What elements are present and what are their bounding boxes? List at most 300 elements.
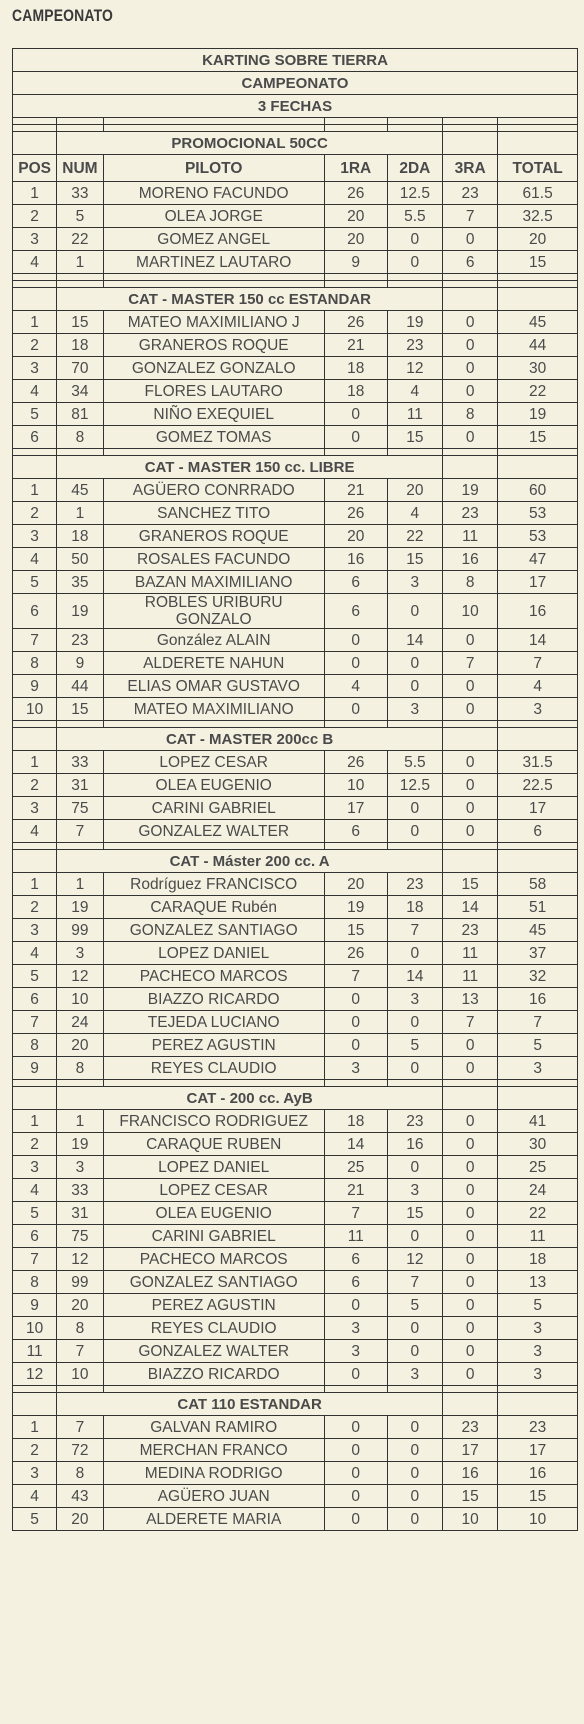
cell-2da: 23	[387, 334, 442, 357]
cell-piloto: REYES CLAUDIO	[103, 1057, 324, 1080]
cell-num: 34	[57, 380, 103, 403]
cell-3ra: 0	[443, 1317, 498, 1340]
cell-1ra: 0	[324, 426, 387, 449]
cell-1ra: 26	[324, 311, 387, 334]
spacer-row	[13, 1386, 578, 1393]
cell-1ra: 21	[324, 1179, 387, 1202]
cell-num: 7	[57, 1340, 103, 1363]
cell-1ra: 6	[324, 571, 387, 594]
cell-1ra: 7	[324, 965, 387, 988]
spacer-cell	[324, 843, 387, 850]
cell-piloto: ROBLES URIBURU GONZALO	[103, 594, 324, 629]
table-row	[13, 571, 578, 594]
table-row	[13, 774, 578, 797]
spacer-cell	[324, 125, 387, 132]
cell-num: 8	[57, 1057, 103, 1080]
cell-3ra: 8	[443, 571, 498, 594]
cell-1ra: 0	[324, 1485, 387, 1508]
cell-num: 1	[57, 502, 103, 525]
cell-pos: 4	[13, 380, 57, 403]
cell-2da: 20	[387, 479, 442, 502]
cell-3ra: 0	[443, 357, 498, 380]
category-spacer	[443, 132, 498, 155]
spacer-cell	[443, 449, 498, 456]
table-row	[13, 1110, 578, 1133]
cell-1ra: 0	[324, 1416, 387, 1439]
cell-pos: 4	[13, 548, 57, 571]
cell-total: 45	[498, 919, 578, 942]
cell-piloto: GONZALEZ SANTIAGO	[103, 919, 324, 942]
cell-pos: 6	[13, 594, 57, 629]
spacer-cell	[13, 1080, 57, 1087]
cell-3ra: 0	[443, 751, 498, 774]
cell-pos: 10	[13, 698, 57, 721]
cell-3ra: 17	[443, 1439, 498, 1462]
table-row	[13, 1340, 578, 1363]
spacer-cell	[57, 118, 103, 125]
cell-2da: 3	[387, 698, 442, 721]
cell-total: 17	[498, 1439, 578, 1462]
cell-num: 8	[57, 426, 103, 449]
spacer-cell	[324, 281, 387, 288]
cell-2da: 0	[387, 1340, 442, 1363]
cell-total: 11	[498, 1225, 578, 1248]
cell-piloto: OLEA EUGENIO	[103, 1202, 324, 1225]
category-spacer	[443, 850, 498, 873]
cell-piloto: ALDERETE MARIA	[103, 1508, 324, 1531]
cell-1ra: 20	[324, 873, 387, 896]
spacer-cell	[57, 449, 103, 456]
cell-2da: 0	[387, 675, 442, 698]
cell-num: 75	[57, 1225, 103, 1248]
category-spacer	[498, 728, 578, 751]
cell-total: 32	[498, 965, 578, 988]
cell-total: 47	[498, 548, 578, 571]
cell-3ra: 8	[443, 403, 498, 426]
cell-total: 53	[498, 502, 578, 525]
cell-1ra: 7	[324, 1202, 387, 1225]
spacer-cell	[387, 449, 442, 456]
cell-2da: 3	[387, 571, 442, 594]
spacer-cell	[103, 118, 324, 125]
table-row	[13, 228, 578, 251]
cell-2da: 23	[387, 1110, 442, 1133]
cell-1ra: 18	[324, 380, 387, 403]
cell-piloto: MARTINEZ LAUTARO	[103, 251, 324, 274]
cell-1ra: 0	[324, 1508, 387, 1531]
cell-1ra: 20	[324, 525, 387, 548]
cell-2da: 0	[387, 1011, 442, 1034]
cell-pos: 6	[13, 1225, 57, 1248]
cell-2da: 7	[387, 919, 442, 942]
table-row	[13, 652, 578, 675]
cell-1ra: 14	[324, 1133, 387, 1156]
table-row	[13, 942, 578, 965]
cell-piloto: GONZALEZ WALTER	[103, 1340, 324, 1363]
spacer-cell	[103, 843, 324, 850]
cell-1ra: 21	[324, 479, 387, 502]
table-row	[13, 1294, 578, 1317]
cell-total: 41	[498, 1110, 578, 1133]
cell-1ra: 9	[324, 251, 387, 274]
spacer-cell	[498, 281, 578, 288]
table-row	[13, 988, 578, 1011]
championship-table	[12, 48, 578, 1531]
cell-total: 5	[498, 1294, 578, 1317]
cell-num: 10	[57, 1363, 103, 1386]
category-title: CAT - Máster 200 cc. A	[57, 850, 443, 873]
cell-total: 53	[498, 525, 578, 548]
cell-total: 22.5	[498, 774, 578, 797]
category-row	[13, 850, 578, 873]
cell-piloto: ELIAS OMAR GUSTAVO	[103, 675, 324, 698]
cell-2da: 16	[387, 1133, 442, 1156]
cell-2da: 11	[387, 403, 442, 426]
spacer-cell	[324, 118, 387, 125]
category-row	[13, 288, 578, 311]
spacer-cell	[57, 125, 103, 132]
category-spacer	[13, 288, 57, 311]
cell-3ra: 11	[443, 942, 498, 965]
table-row	[13, 1508, 578, 1531]
cell-2da: 0	[387, 652, 442, 675]
cell-num: 20	[57, 1294, 103, 1317]
spacer-cell	[443, 125, 498, 132]
category-spacer	[443, 1087, 498, 1110]
cell-3ra: 0	[443, 380, 498, 403]
cell-1ra: 20	[324, 228, 387, 251]
cell-total: 3	[498, 698, 578, 721]
spacer-cell	[324, 449, 387, 456]
cell-1ra: 6	[324, 1271, 387, 1294]
cell-total: 3	[498, 1057, 578, 1080]
category-spacer	[443, 728, 498, 751]
spacer-cell	[387, 843, 442, 850]
cell-piloto: GOMEZ TOMAS	[103, 426, 324, 449]
cell-2da: 0	[387, 228, 442, 251]
cell-3ra: 0	[443, 675, 498, 698]
cell-total: 16	[498, 988, 578, 1011]
category-title: CAT - MASTER 150 cc. LIBRE	[57, 456, 443, 479]
cell-pos: 3	[13, 919, 57, 942]
cell-num: 19	[57, 896, 103, 919]
cell-pos: 1	[13, 311, 57, 334]
spacer-cell	[498, 1386, 578, 1393]
column-header-row	[13, 155, 578, 182]
cell-2da: 4	[387, 380, 442, 403]
cell-num: 12	[57, 1248, 103, 1271]
spacer-cell	[387, 1386, 442, 1393]
cell-total: 5	[498, 1034, 578, 1057]
cell-1ra: 6	[324, 820, 387, 843]
cell-1ra: 26	[324, 182, 387, 205]
category-spacer	[498, 456, 578, 479]
cell-num: 18	[57, 525, 103, 548]
cell-total: 61.5	[498, 182, 578, 205]
cell-3ra: 0	[443, 820, 498, 843]
cell-2da: 12	[387, 357, 442, 380]
banner-row	[13, 72, 578, 95]
cell-total: 23	[498, 1416, 578, 1439]
table-row	[13, 675, 578, 698]
cell-pos: 9	[13, 1057, 57, 1080]
cell-3ra: 14	[443, 896, 498, 919]
category-spacer	[13, 728, 57, 751]
cell-total: 32.5	[498, 205, 578, 228]
cell-piloto: ALDERETE NAHUN	[103, 652, 324, 675]
cell-2da: 0	[387, 251, 442, 274]
table-row	[13, 594, 578, 629]
cell-num: 33	[57, 1179, 103, 1202]
spacer-cell	[387, 125, 442, 132]
category-row	[13, 1087, 578, 1110]
cell-total: 16	[498, 1462, 578, 1485]
cell-1ra: 26	[324, 502, 387, 525]
category-spacer	[13, 456, 57, 479]
table-row	[13, 357, 578, 380]
cell-3ra: 0	[443, 1202, 498, 1225]
category-spacer	[443, 456, 498, 479]
cell-3ra: 0	[443, 1133, 498, 1156]
spacer-cell	[498, 118, 578, 125]
spacer-cell	[57, 274, 103, 281]
spacer-row	[13, 274, 578, 281]
cell-2da: 14	[387, 629, 442, 652]
cell-3ra: 0	[443, 797, 498, 820]
cell-1ra: 15	[324, 919, 387, 942]
cell-num: 22	[57, 228, 103, 251]
table-row	[13, 1034, 578, 1057]
table-row	[13, 873, 578, 896]
cell-3ra: 13	[443, 988, 498, 1011]
category-spacer	[498, 288, 578, 311]
cell-num: 31	[57, 774, 103, 797]
category-spacer	[13, 1393, 57, 1416]
cell-1ra: 16	[324, 548, 387, 571]
cell-2da: 3	[387, 1179, 442, 1202]
cell-1ra: 0	[324, 1034, 387, 1057]
cell-2da: 15	[387, 548, 442, 571]
cell-total: 45	[498, 311, 578, 334]
cell-num: 18	[57, 334, 103, 357]
category-row	[13, 132, 578, 155]
table-row	[13, 1485, 578, 1508]
cell-2da: 19	[387, 311, 442, 334]
cell-2da: 0	[387, 594, 442, 629]
cell-total: 13	[498, 1271, 578, 1294]
cell-total: 30	[498, 1133, 578, 1156]
spacer-cell	[13, 118, 57, 125]
cell-num: 3	[57, 1156, 103, 1179]
cell-num: 19	[57, 594, 103, 629]
cell-2da: 0	[387, 1156, 442, 1179]
table-row	[13, 1248, 578, 1271]
cell-1ra: 3	[324, 1057, 387, 1080]
table-row	[13, 797, 578, 820]
cell-total: 22	[498, 1202, 578, 1225]
cell-3ra: 0	[443, 1271, 498, 1294]
page-title: CAMPEONATO	[12, 6, 114, 25]
cell-pos: 10	[13, 1317, 57, 1340]
cell-total: 17	[498, 797, 578, 820]
cell-pos: 12	[13, 1363, 57, 1386]
cell-piloto: GONZALEZ WALTER	[103, 820, 324, 843]
cell-3ra: 0	[443, 1363, 498, 1386]
cell-pos: 3	[13, 357, 57, 380]
cell-1ra: 26	[324, 942, 387, 965]
cell-1ra: 0	[324, 629, 387, 652]
cell-piloto: LOPEZ DANIEL	[103, 942, 324, 965]
cell-pos: 3	[13, 228, 57, 251]
cell-total: 14	[498, 629, 578, 652]
table-row	[13, 525, 578, 548]
cell-3ra: 0	[443, 774, 498, 797]
header-3ra: 3RA	[443, 155, 498, 182]
cell-3ra: 0	[443, 629, 498, 652]
spacer-row	[13, 843, 578, 850]
cell-num: 7	[57, 820, 103, 843]
spacer-cell	[324, 721, 387, 728]
cell-num: 15	[57, 311, 103, 334]
cell-piloto: GRANEROS ROQUE	[103, 334, 324, 357]
cell-piloto: REYES CLAUDIO	[103, 1317, 324, 1340]
cell-3ra: 10	[443, 594, 498, 629]
cell-3ra: 0	[443, 1179, 498, 1202]
spacer-row	[13, 449, 578, 456]
spacer-cell	[443, 843, 498, 850]
cell-pos: 8	[13, 652, 57, 675]
cell-total: 22	[498, 380, 578, 403]
cell-num: 45	[57, 479, 103, 502]
banner-row	[13, 49, 578, 72]
cell-3ra: 0	[443, 311, 498, 334]
cell-pos: 5	[13, 571, 57, 594]
table-row	[13, 1057, 578, 1080]
cell-pos: 5	[13, 403, 57, 426]
cell-piloto: MEDINA RODRIGO	[103, 1462, 324, 1485]
table-row	[13, 820, 578, 843]
cell-pos: 7	[13, 1248, 57, 1271]
cell-total: 7	[498, 652, 578, 675]
category-spacer	[13, 132, 57, 155]
cell-1ra: 0	[324, 1462, 387, 1485]
cell-piloto: MATEO MAXIMILIANO J	[103, 311, 324, 334]
cell-pos: 1	[13, 1416, 57, 1439]
table-row	[13, 629, 578, 652]
cell-3ra: 7	[443, 205, 498, 228]
spacer-cell	[57, 721, 103, 728]
table-row	[13, 1133, 578, 1156]
cell-total: 3	[498, 1363, 578, 1386]
table-row	[13, 919, 578, 942]
spacer-cell	[103, 721, 324, 728]
cell-num: 81	[57, 403, 103, 426]
spacer-cell	[324, 1080, 387, 1087]
cell-total: 51	[498, 896, 578, 919]
cell-piloto: OLEA JORGE	[103, 205, 324, 228]
header-1ra: 1RA	[324, 155, 387, 182]
cell-pos: 2	[13, 896, 57, 919]
category-title: CAT - MASTER 150 cc ESTANDAR	[57, 288, 443, 311]
cell-pos: 9	[13, 675, 57, 698]
cell-pos: 1	[13, 873, 57, 896]
spacer-cell	[498, 721, 578, 728]
spacer-row	[13, 721, 578, 728]
cell-pos: 2	[13, 1133, 57, 1156]
cell-num: 23	[57, 629, 103, 652]
cell-piloto: LOPEZ DANIEL	[103, 1156, 324, 1179]
cell-num: 50	[57, 548, 103, 571]
cell-2da: 5	[387, 1034, 442, 1057]
cell-pos: 3	[13, 1156, 57, 1179]
cell-3ra: 10	[443, 1508, 498, 1531]
cell-1ra: 21	[324, 334, 387, 357]
cell-3ra: 23	[443, 919, 498, 942]
table-row	[13, 426, 578, 449]
cell-piloto: CARINI GABRIEL	[103, 1225, 324, 1248]
cell-piloto: Rodríguez FRANCISCO	[103, 873, 324, 896]
cell-num: 20	[57, 1508, 103, 1531]
cell-total: 3	[498, 1317, 578, 1340]
spacer-cell	[387, 1080, 442, 1087]
category-title: CAT - 200 cc. AyB	[57, 1087, 443, 1110]
cell-pos: 8	[13, 1271, 57, 1294]
cell-1ra: 6	[324, 594, 387, 629]
cell-2da: 23	[387, 873, 442, 896]
spacer-cell	[13, 843, 57, 850]
cell-2da: 15	[387, 1202, 442, 1225]
spacer-cell	[387, 118, 442, 125]
cell-2da: 15	[387, 426, 442, 449]
cell-3ra: 16	[443, 1462, 498, 1485]
cell-2da: 5	[387, 1294, 442, 1317]
cell-num: 43	[57, 1485, 103, 1508]
cell-pos: 4	[13, 942, 57, 965]
table-row	[13, 334, 578, 357]
cell-2da: 14	[387, 965, 442, 988]
table-row	[13, 1462, 578, 1485]
cell-1ra: 0	[324, 652, 387, 675]
cell-total: 31.5	[498, 751, 578, 774]
table-row	[13, 479, 578, 502]
cell-3ra: 0	[443, 334, 498, 357]
cell-3ra: 0	[443, 1057, 498, 1080]
cell-3ra: 0	[443, 1225, 498, 1248]
cell-2da: 0	[387, 797, 442, 820]
cell-num: 3	[57, 942, 103, 965]
cell-total: 25	[498, 1156, 578, 1179]
spacer-cell	[498, 1080, 578, 1087]
cell-2da: 12	[387, 1248, 442, 1271]
table-row	[13, 251, 578, 274]
cell-1ra: 0	[324, 1011, 387, 1034]
cell-piloto: OLEA EUGENIO	[103, 774, 324, 797]
header-pos: POS	[13, 155, 57, 182]
cell-3ra: 11	[443, 525, 498, 548]
table-row	[13, 965, 578, 988]
table-row	[13, 1439, 578, 1462]
header-piloto: PILOTO	[103, 155, 324, 182]
cell-num: 44	[57, 675, 103, 698]
category-title: CAT - MASTER 200cc B	[57, 728, 443, 751]
cell-num: 75	[57, 797, 103, 820]
cell-piloto: MORENO FACUNDO	[103, 182, 324, 205]
cell-piloto: AGÜERO JUAN	[103, 1485, 324, 1508]
cell-1ra: 26	[324, 751, 387, 774]
spacer-cell	[13, 125, 57, 132]
spacer-cell	[57, 1080, 103, 1087]
cell-3ra: 0	[443, 1034, 498, 1057]
